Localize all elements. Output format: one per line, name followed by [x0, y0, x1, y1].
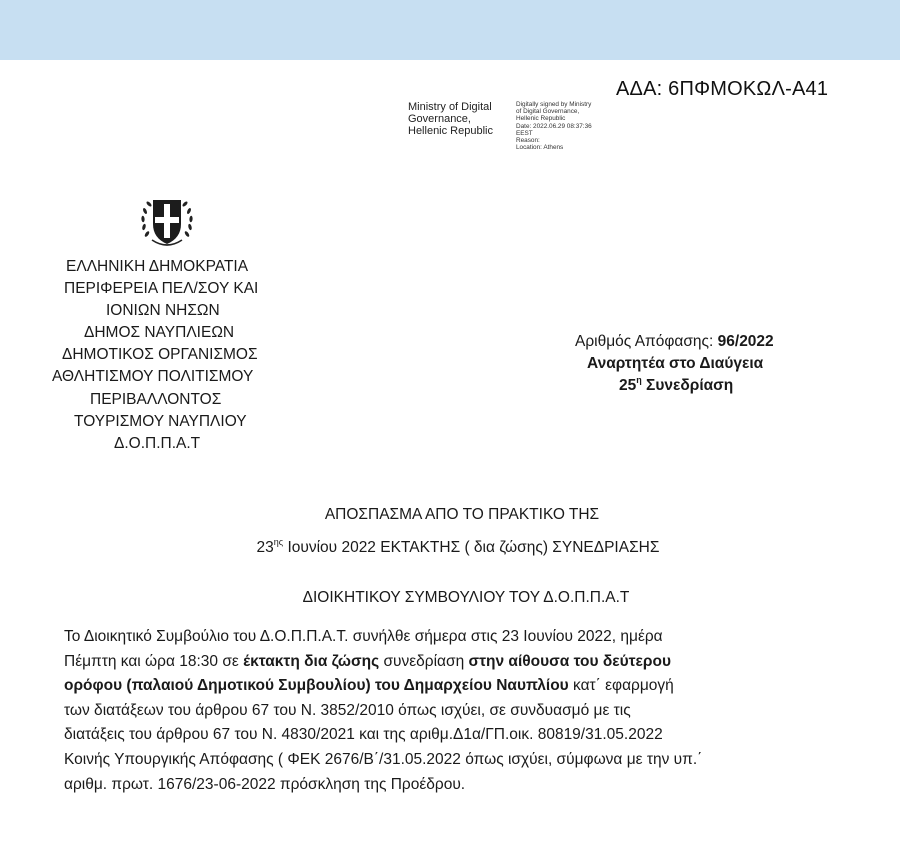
meeting-day: 23 [256, 539, 274, 556]
signature-issuer-line: Hellenic Republic [408, 125, 493, 137]
body-line: διατάξεις του άρθρου 67 του Ν. 4830/2021 και της αριθμ.Δ1α/ΓΠ.οικ. 80819/31.05.2022 [64, 726, 663, 744]
signature-detail-line: Date: 2022.06.29 08:37:36 [516, 122, 592, 130]
body-line: αριθμ. πρωτ. 1676/23-06-2022 πρόσκληση της Προέδρου. [64, 775, 466, 793]
body-bold-span: ορόφου (παλαιού Δημοτικού Συμβουλίου) του Δημαρχείου Ναυπλίου [64, 677, 569, 695]
session-ordinal: 25 [619, 377, 637, 394]
signature-detail-line: EEST [516, 129, 533, 137]
meeting-date-line [0, 539, 900, 557]
body-line: Κοινής Υπουργικής Απόφασης ( ΦΕΚ 2676/Β΄/31.05.2022 όπως ισχύει, σύμφωνα με την υπ.΄ [64, 750, 703, 768]
body-line: Το Διοικητικό Συμβούλιο του Δ.Ο.Π.Π.Α.Τ. συνήλθε σήμερα στις 23 Ιουνίου 2022, ημέρα [64, 628, 663, 645]
body-line: των διατάξεων του άρθρου 67 του Ν. 3852/2010 όπως ισχύει, σε συνδυασμό με τις [64, 701, 631, 719]
authority-line: ΑΘΛΗΤΙΣΜΟΥ ΠΟΛΙΤΙΣΜΟΥ [52, 368, 254, 386]
issuing-authority [40, 256, 325, 455]
body-text-span: συνεδρίαση [379, 652, 469, 670]
body-line [64, 674, 840, 699]
authority-line: Δ.Ο.Π.Π.Α.Τ [114, 434, 201, 452]
authority-line: ΔΗΜΟΣ ΝΑΥΠΛΙΕΩΝ [84, 324, 235, 342]
board-title: ΔΙΟΙΚΗΤΙΚΟΥ ΣΥΜΒΟΥΛΙΟΥ ΤΟΥ Δ.Ο.Π.Π.Α.Τ [302, 589, 630, 606]
coat-of-arms-icon [134, 192, 200, 252]
signature-detail-line: Hellenic Republic [516, 115, 566, 123]
authority-line: ΠΕΡΙΒΑΛΛΟΝΤΟΣ [90, 390, 222, 408]
signature-detail-line: of Digital Governance, [516, 108, 580, 116]
meeting-description: Ιουνίου 2022 ΕΚΤΑΚΤΗΣ ( δια ζώσης) ΣΥΝΕΔΡΙΑΣΗΣ [283, 539, 660, 556]
signature-detail-line: Digitally signed by Ministry [516, 101, 592, 108]
body-text-span: Πέμπτη και ώρα 18:30 σε [64, 652, 244, 670]
meeting-day-suffix: ης [273, 537, 284, 547]
authority-line: ΙΟΝΙΩΝ ΝΗΣΩΝ [106, 302, 220, 320]
signature-detail-line: Location: Athens [516, 144, 564, 152]
body-text-span: κατ΄ εφαρμογή [568, 677, 674, 695]
signature-issuer-line: Ministry of Digital [408, 101, 492, 113]
decision-number-label: Αριθμός Απόφασης: [575, 333, 718, 350]
signature-issuer [408, 101, 513, 137]
authority-line: ΕΛΛΗΝΙΚΗ ΔΗΜΟΚΡΑΤΙΑ [66, 258, 249, 275]
authority-line: ΤΟΥΡΙΣΜΟΥ ΝΑΥΠΛΙΟΥ [74, 412, 247, 430]
body-bold-span: στην αίθουσα του δεύτερου [468, 652, 671, 670]
decision-number-value: 96/2022 [717, 333, 774, 350]
authority-line: ΠΕΡΙΦΕΡΕΙΑ ΠΕΛ/ΣΟΥ ΚΑΙ [64, 280, 259, 298]
extract-title: ΑΠΟΣΠΑΣΜΑ ΑΠΟ ΤΟ ΠΡΑΚΤΙΚΟ ΤΗΣ [324, 506, 600, 523]
session-word: Συνεδρίαση [641, 377, 734, 394]
decision-number [575, 331, 835, 353]
session-number [575, 375, 835, 397]
posting-note: Αναρτητέα στο Διαύγεια [587, 355, 764, 372]
signature-issuer-line: Governance, [408, 113, 471, 125]
top-banner [0, 0, 900, 60]
authority-line: ΔΗΜΟΤΙΚΟΣ ΟΡΓΑΝΙΣΜΟΣ [62, 346, 258, 364]
decision-info [575, 331, 835, 397]
signature-detail-line: Reason: [516, 137, 540, 145]
body-line [64, 650, 840, 675]
body-bold-span: έκτακτη δια ζώσης [243, 652, 380, 670]
signature-details [516, 101, 626, 151]
session-ordinal-suffix: η [636, 375, 642, 385]
ada-code: ΑΔΑ: 6ΠΦΜΟΚΩΛ-Α41 [616, 78, 829, 100]
body-paragraph [64, 625, 840, 797]
